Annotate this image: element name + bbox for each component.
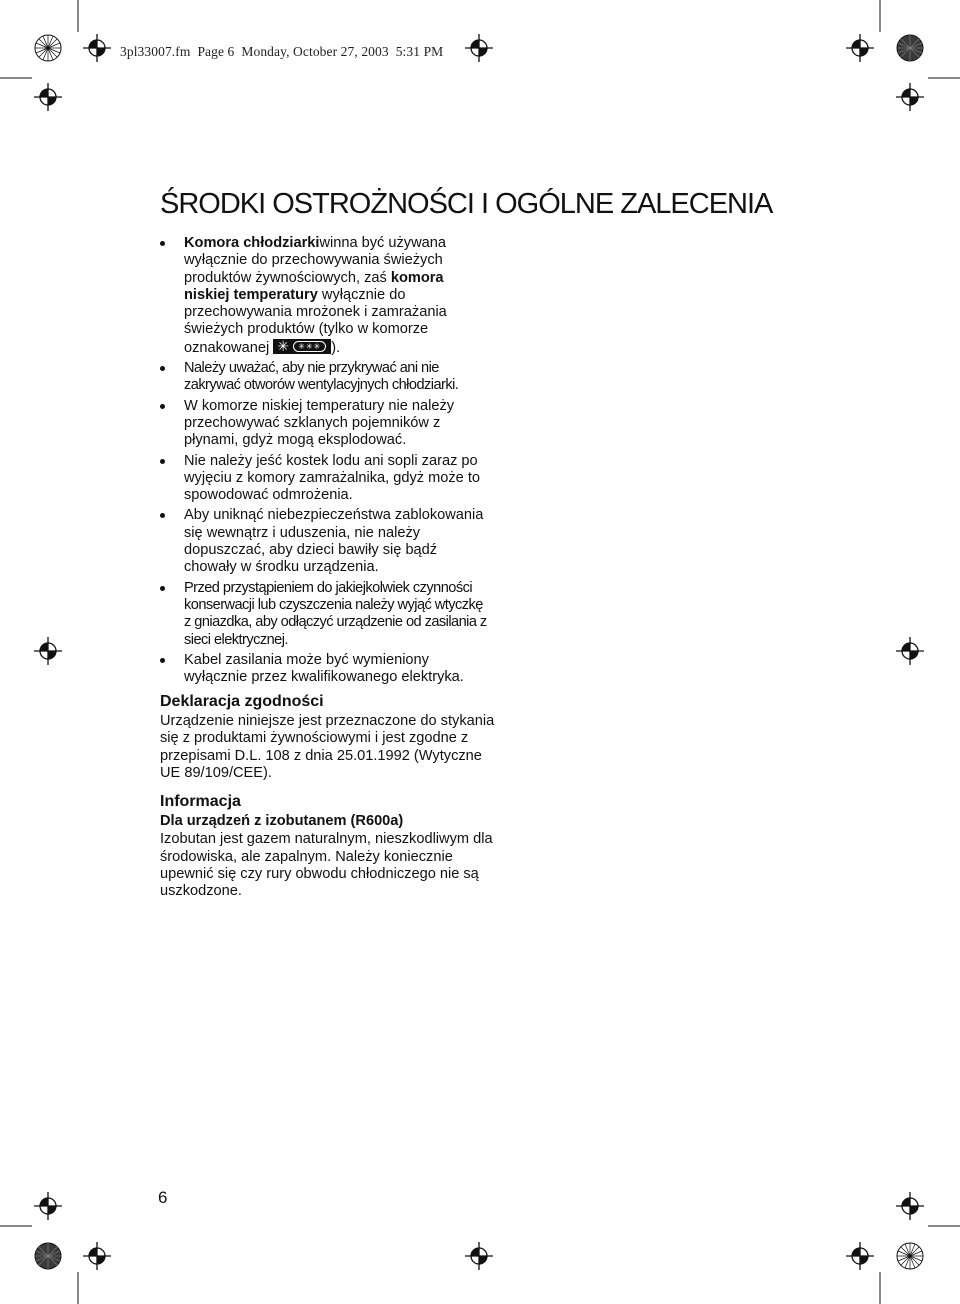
bullet-dot: [160, 241, 165, 246]
declaration-section: [160, 692, 500, 782]
list-item: [160, 580, 490, 649]
freezer-star-rating: ✳✳✳: [293, 341, 326, 352]
header-page: Page 6: [197, 44, 235, 59]
header-date: Monday, October 27, 2003: [241, 44, 389, 59]
item-text: W komorze niskiej temperatury nie należy przechowywać szklanych pojemników z płynami, gdyż mogą eksplodować.: [184, 397, 455, 449]
list-item: [160, 360, 490, 395]
item-text: Kabel zasilania może być wymieniony wyłącznie przez kwalifikowanego elektryka.: [184, 651, 464, 686]
bullet-dot: [160, 513, 165, 518]
bold-term: Komora chłodziarki: [184, 235, 320, 251]
declaration-heading: Deklaracja zgodności: [160, 693, 324, 710]
bullet-dot: [160, 404, 165, 409]
header-file: 3pl33007.fm: [120, 44, 191, 59]
list-item: [160, 235, 490, 357]
precautions-list: [160, 235, 490, 689]
freezer-star-icon: [273, 339, 331, 354]
item-text: Aby uniknąć niebezpieczeństwa zablokowania się wewnątrz i uduszenia, nie należy dopuszczać, aby dzieci bawiły się bądź chowały w środku urządzenia.: [184, 507, 484, 576]
info-heading: Informacja: [160, 793, 241, 810]
item-text: wyłącznie do przechowywania mrożonek i zamrażania świeżych produktów (tylko w komorze oznakowanej: [184, 286, 447, 356]
freezer-star-large: ✳: [277, 338, 289, 354]
page-title: ŚRODKI OSTROŻNOŚCI I OGÓLNE ZALECENIA: [160, 188, 773, 220]
item-text: Należy uważać, aby nie przykrywać ani nie zakrywać otworów wentylacyjnych chłodziarki.: [184, 360, 459, 394]
list-item: [160, 398, 490, 450]
info-section: [160, 792, 500, 900]
bullet-dot: [160, 366, 165, 371]
item-text: winna być używana wyłącznie do przechowywania świeżych produktów żywnościowych, zaś: [184, 235, 446, 286]
bold-term: komora niskiej temperatury: [184, 269, 444, 303]
item-text: Nie należy jeść kostek lodu ani sopli zaraz po wyjęciu z komory zamrażalnika, gdyż może to spowodować odmrożenia.: [184, 452, 481, 504]
bullet-dot: [160, 658, 165, 663]
page-number: 6: [158, 1188, 168, 1207]
list-item: [160, 652, 490, 687]
declaration-body: Urządzenie niniejsze jest przeznaczone do stykania się z produktami żywnościowymi i jest zgodne z przepisami D.L. 108 z dnia 25.01.1992 (Wytyczne UE 89/109/CEE).: [160, 713, 495, 781]
item-text: Przed przystąpieniem do jakiejkolwiek czynności konserwacji lub czyszczenia należy wyjąć wtyczkę z gniazdka, aby odłączyć urządzenie od zasilania z sieci elektrycznej.: [184, 579, 487, 648]
print-header: [120, 44, 443, 60]
bullet-dot: [160, 459, 165, 464]
info-body: Izobutan jest gazem naturalnym, nieszkodliwym dla środowiska, ale zapalnym. Należy koniecznie upewnić się czy rury obwodu chłodniczego nie są uszkodzone.: [160, 831, 493, 900]
info-subheading: Dla urządzeń z izobutanem (R600a): [160, 813, 404, 829]
header-time: 5:31 PM: [395, 44, 444, 59]
item-text: ).: [331, 339, 341, 356]
bullet-dot: [160, 586, 165, 591]
list-item: [160, 453, 490, 505]
list-item: [160, 507, 490, 576]
